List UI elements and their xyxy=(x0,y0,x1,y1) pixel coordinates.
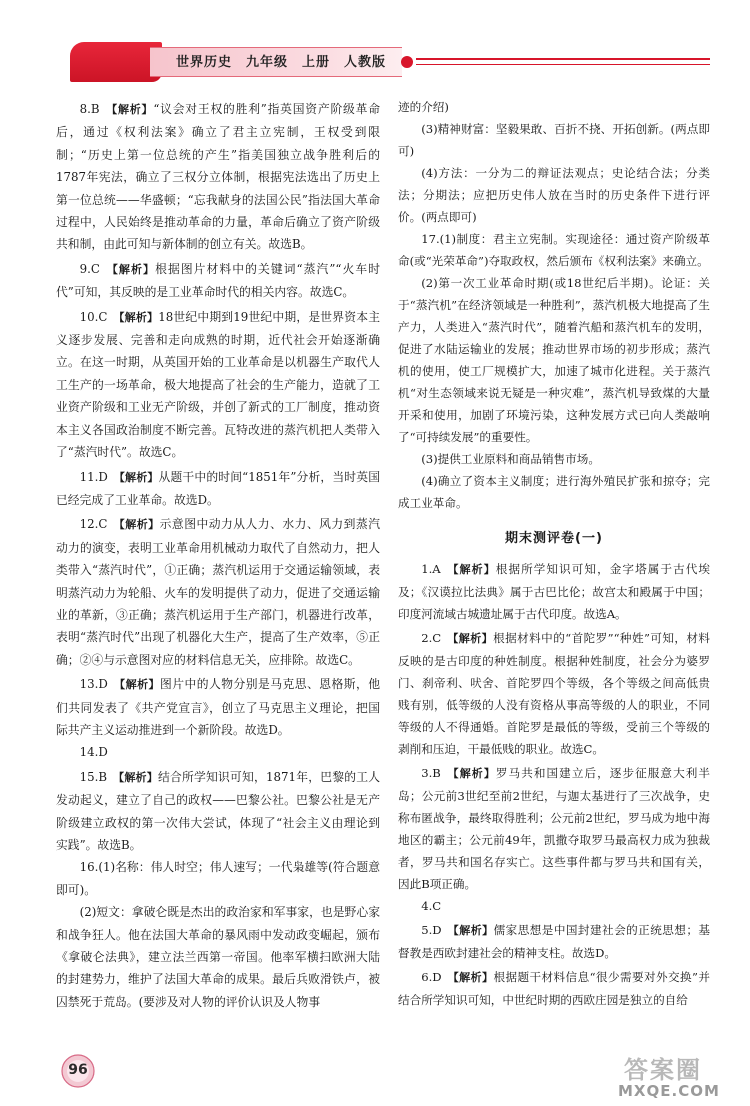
analysis-tag: 【解析】 xyxy=(105,103,154,116)
answer-number: 15.B xyxy=(79,769,108,784)
answer-number: 3.B xyxy=(421,766,441,780)
answer-item xyxy=(56,673,380,741)
answer-item xyxy=(56,306,380,464)
section-title: 期末测评卷(一) xyxy=(505,531,603,546)
answer-paragraph: (4)确立了资本主义制度；进行海外殖民扩张和掠夺；完成工业革命。 xyxy=(398,474,710,510)
analysis-tag: 【解析】 xyxy=(446,563,496,576)
answer-text: 根据图片材料中的关键词“蒸汽”“火车时代”可知，其反映的是工业革命时代的相关内容。故选C。 xyxy=(56,261,380,300)
answer-item xyxy=(56,766,380,857)
answer-item: 16.(1)名称：伟人时空；伟人速写；一代枭雄等(符合题意即可)。 xyxy=(56,860,380,897)
header-dot xyxy=(401,56,413,68)
answer-number: 9.C xyxy=(79,261,100,276)
analysis-tag: 【解析】 xyxy=(113,310,159,324)
answer-item xyxy=(56,98,380,256)
answer-item xyxy=(56,258,380,304)
analysis-tag: 【解析】 xyxy=(113,518,160,532)
answer-item xyxy=(398,919,710,964)
analysis-tag: 【解析】 xyxy=(447,924,494,937)
analysis-tag: 【解析】 xyxy=(447,971,494,984)
answer-item xyxy=(398,627,710,760)
answer-item: 4.C xyxy=(421,899,442,913)
answer-text: 结合所学知识可知，1871年，巴黎的工人发动起义，建立了自己的政权——巴黎公社。巴黎公社是无产阶级建立政权的第一次伟大尝试，体现了“社会主义由理论到实践”。故选B。 xyxy=(56,769,381,852)
answer-number: 10.C xyxy=(79,309,108,324)
answer-number: 6.D xyxy=(421,970,442,984)
answer-paragraph: (3)精神财富：坚毅果敢、百折不挠、开拓创新。(两点即可) xyxy=(398,122,710,158)
analysis-tag: 【解析】 xyxy=(113,678,160,692)
answer-text: 18世纪中期到19世纪中期，是世界资本主义逐步发展、完善和走向成熟的时期，近代社会开始逐渐确立。在这一时期，从英国开始的工业革命是以机器生产取代人工生产的一场革命，极大地提高了社会的生产能力，造就了工业资产阶级和工业无产阶级，并创了新式的工厂制度，推动资本主义各国政治制度不断完善。瓦特改进的蒸汽机把人类带入了“蒸汽时代”。故选C。 xyxy=(56,309,381,460)
page-number-badge xyxy=(57,1052,99,1090)
answer-text: 图片中的人物分别是马克思、恩格斯，他们共同发表了《共产党宣言》，创立了马克思主义理论，把国际共产主义运动推进到一个新阶段。故选D。 xyxy=(56,677,381,737)
watermark-brand: 答案圈 xyxy=(624,1056,702,1084)
answer-paragraph: (2)短文：拿破仑既是杰出的政治家和军事家，也是野心家和战争狂人。他在法国大革命的暴风雨中发动政变崛起，颁布《拿破仑法典》，建立法兰西第一帝国。他率军横扫欧洲大陆的封建势力，维护了法国大革命的成果。最后兵败滑铁卢，被囚禁死于荒岛。(要涉及对人物的评价认识及人物事 xyxy=(56,905,380,1009)
answer-paragraph: 迹的介绍) xyxy=(398,100,449,114)
right-column xyxy=(398,96,710,1011)
answer-number: 11.D xyxy=(79,469,108,484)
page-number: 96 xyxy=(68,1062,88,1078)
answer-number: 2.C xyxy=(421,631,442,645)
answer-number: 1.A xyxy=(421,562,441,576)
answer-number: 13.D xyxy=(79,677,108,692)
left-column xyxy=(56,96,380,1013)
answer-text: 示意图中动力从人力、水力、风力到蒸汽动力的演变，表明工业革命用机械动力取代了自然动力，把人类带入“蒸汽时代”，①正确；蒸汽机运用于交通运输领域，表明蒸汽动力为轮船、火车的发明提供了动力，促进了交通运输业的革新，③正确；蒸汽机运用于生产部门，机器进行改革，表明“蒸汽时代”出现了机器化大生产，提高了生产效率，⑤正确；②④与示意图对应的材料信息无关，应排除。故选C。 xyxy=(56,517,380,667)
answer-text: 根据材料中的“首陀罗”“种姓”可知，材料反映的是古印度的种姓制度。根据种姓制度，社会分为婆罗门、刹帝利、吠舍、首陀罗四个等级，各个等级之间高低贵贱有别，低等级的人没有资格从事高等级的人的职业，不同等级的人不得通婚。首陀罗是最低的等级，受前三个等级的剥削和压迫，干最低贱的职业。故选C。 xyxy=(398,631,711,756)
answer-text: “议会对王权的胜利”指英国资产阶级革命后，通过《权利法案》确立了君主立宪制，王权受到限制；“历史上第一位总统的产生”指美国独立战争胜利后的1787年宪法，确立了三权分立体制，根据宪法选出了历史上第一位总统——华盛顿；“忘我献身的法国公民”指法国大革命过程中，人民始终是推动革命的力量，革命后确立了资产阶级共和制，由此可知与新体制的创立有关。故选B。 xyxy=(56,102,380,252)
watermark-url: MXQE.COM xyxy=(618,1082,720,1100)
answer-paragraph: 17.(1)制度：君主立宪制。实现途径：通过资产阶级革命(或“光荣革命”)夺取政权，然后颁布《权利法案》来确立。 xyxy=(398,232,710,268)
page-header xyxy=(0,0,750,90)
header-title: 世界历史 九年级 上册 人教版 xyxy=(176,55,387,70)
answer-item: 14.D xyxy=(79,745,108,760)
answer-text: 罗马共和国建立后，逐步征服意大利半岛；公元前3世纪至前2世纪，与迦太基进行了三次战争，史称布匿战争，最终取得胜利；公元前2世纪，罗马成为地中海地区的霸主；公元前49年，凯撒夺取罗马最高权力成为独裁者，罗马共和国名存实亡。这些事件都与罗马共和国有关，因此B项正确。 xyxy=(398,766,710,891)
answer-item xyxy=(56,513,380,671)
analysis-tag: 【解析】 xyxy=(446,632,494,645)
analysis-tag: 【解析】 xyxy=(112,770,158,784)
answer-text: 根据所学知识可知，金字塔属于古代埃及；《汉谟拉比法典》属于古巴比伦；故宫太和殿属于中国；印度河流域古城遗址属于古代印度。故选A。 xyxy=(398,562,710,621)
answer-number: 5.D xyxy=(421,923,442,937)
answer-item xyxy=(398,762,710,895)
analysis-tag: 【解析】 xyxy=(446,767,496,780)
answer-text: 从题干中的时间“1851年”分析，当时英国已经完成了工业革命。故选D。 xyxy=(56,469,381,507)
answer-number: 12.C xyxy=(79,517,108,532)
header-rule-top xyxy=(416,58,710,60)
header-red-tab xyxy=(70,42,162,82)
answer-text: 根据题干材料信息“很少需要对外交换”并结合所学知识可知，中世纪时期的西欧庄园是独立的自给 xyxy=(398,970,710,1007)
answer-paragraph: (4)方法：一分为二的辩证法观点；史论结合法；分类法；分期法；应把历史伟人放在当时的历史条件下进行评价。(两点即可) xyxy=(398,166,710,224)
header-rule-bottom xyxy=(416,64,710,65)
analysis-tag: 【解析】 xyxy=(113,470,159,484)
answer-paragraph: (3)提供工业原料和商品销售市场。 xyxy=(421,452,600,466)
answer-text: 儒家思想是中国封建社会的正统思想；基督教是西欧封建社会的精神支柱。故选D。 xyxy=(398,923,710,960)
answer-item xyxy=(398,558,710,625)
answer-paragraph: (2)第一次工业革命时期(或18世纪后半期)。论证：关于“蒸汽机”在经济领域是一种胜利”，蒸汽机极大地提高了生产力，人类进入“蒸汽时代”，随着汽船和蒸汽机车的发明，促进了水陆运输业的发展；推动世界市场的初步形成；蒸汽机的使用，使工厂规模扩大，加速了城市化进程。关于蒸汽机“对生态领域来说无疑是一种灾难”，蒸汽机导致煤的大量开采和使用，加剧了环境污染，这种发展方式已向人类敲响了“可持续发展”的重要性。 xyxy=(398,276,710,444)
answer-item xyxy=(398,966,710,1011)
answer-number: 8.B xyxy=(79,102,100,116)
answer-item xyxy=(56,466,380,512)
analysis-tag: 【解析】 xyxy=(105,262,156,276)
